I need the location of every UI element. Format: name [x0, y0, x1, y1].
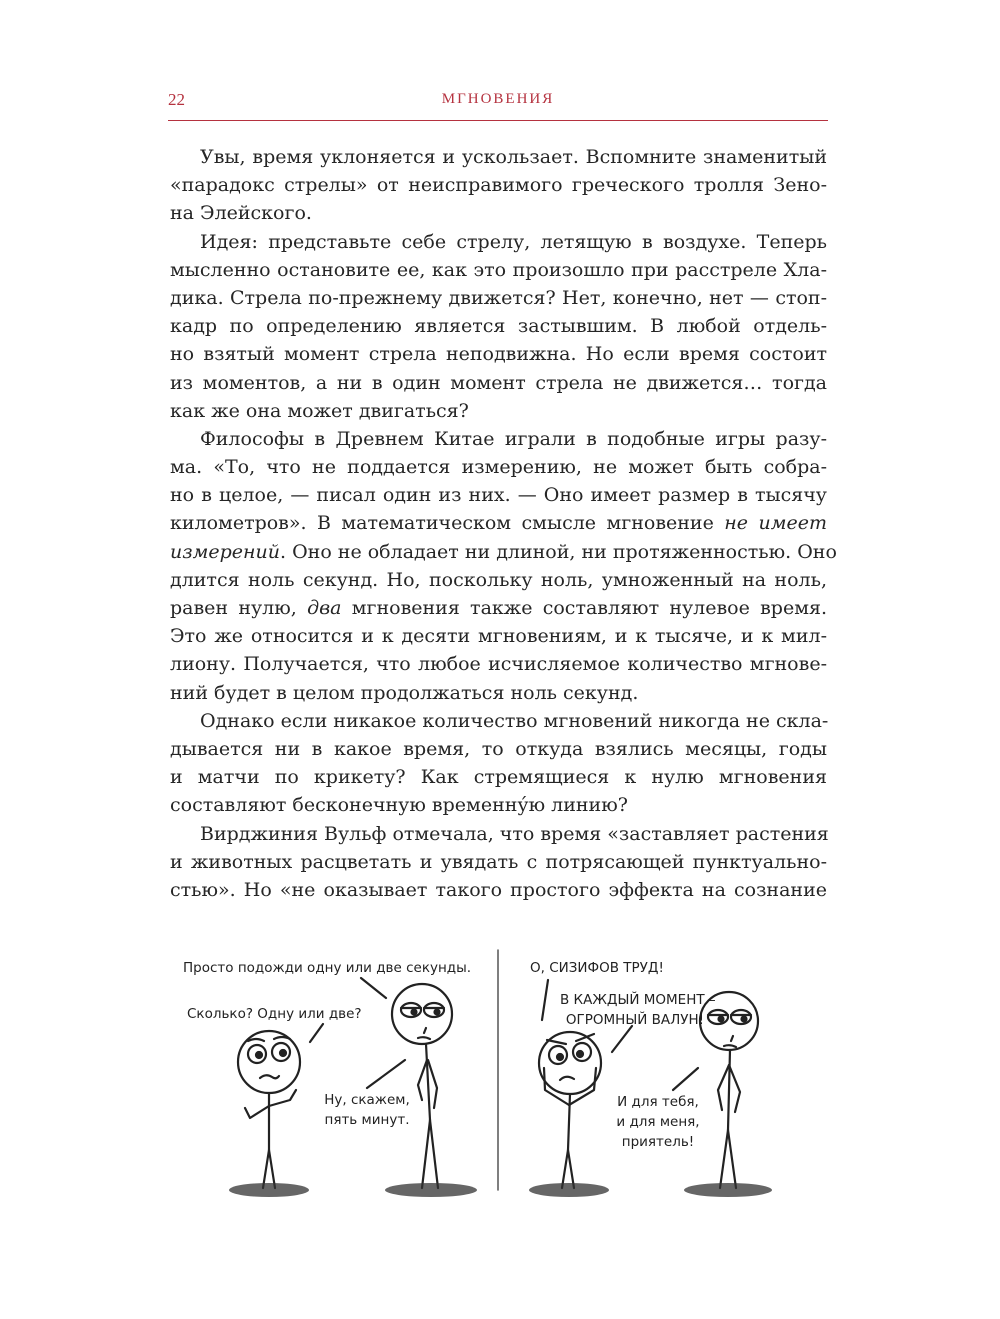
text-line: но взятый момент стрела неподвижна. Но если время состоит [170, 343, 827, 366]
stick-figure-small [238, 1031, 300, 1188]
text-line: и матчи по крикету? Как стремящиеся к нулю мгновения [170, 766, 827, 789]
bubble-line: ОГРОМНЫЙ ВАЛУН! [565, 1012, 705, 1028]
speech-bubble [612, 1092, 704, 1152]
bubble-line: пять минут. [324, 1112, 410, 1128]
text-line: Увы, время уклоняется и ускользает. Вспомните знаменитый [200, 146, 827, 168]
text-line [170, 594, 827, 622]
text-line: но в целое, — писал один из них. — Оно имеет размер в тысячу [170, 484, 827, 507]
bubble-line: И для тебя, [617, 1094, 699, 1110]
bubble-line: Ну, скажем, [324, 1092, 410, 1108]
text-run: равен нулю, [170, 597, 308, 619]
speech-pointer [542, 980, 548, 1020]
text-run: мгновения также составляют нулевое время. [341, 597, 827, 619]
stick-figure-worried [539, 1032, 601, 1188]
text-line: «парадокс стрелы» от неисправимого греческого тролля Зено- [170, 174, 827, 197]
italic-run: два [307, 597, 342, 619]
speech-bubble: О, СИЗИФОВ ТРУД! [530, 960, 664, 976]
text-line: ний будет в целом продолжаться ноль секунд. [170, 681, 639, 704]
speech-pointer [367, 1060, 405, 1088]
speech-pointer [361, 978, 386, 998]
text-line [170, 538, 837, 566]
text-run: километров». В математическом смысле мгновение [170, 512, 725, 535]
text-line: мысленно остановите ее, как это произошло при расстреле Хла- [170, 258, 827, 281]
text-line: Философы в Древнем Китае играли в подобные игры разу- [200, 427, 827, 450]
text-line: из моментов, а ни в один момент стрела не движется… тогда [170, 371, 827, 394]
text-line [170, 509, 827, 537]
speech-pointer [310, 1024, 323, 1042]
text-line: как же она может двигаться? [170, 399, 469, 422]
main-text [170, 143, 837, 904]
text-line: составляют бесконечную временну́ю линию? [170, 794, 628, 817]
comic-illustration [0, 940, 1000, 1200]
speech-bubble: Просто подожди одну или две секунды. [183, 960, 472, 976]
text-line: стью». Но «не оказывает такого простого эффекта на сознание [170, 878, 827, 901]
text-line: ма. «То, что не поддается измерению, не может быть собра- [170, 456, 827, 479]
text-run: . Оно не обладает ни длиной, ни протяженностью. Оно [280, 540, 837, 563]
bubble-line: и для меня, [616, 1114, 700, 1130]
text-line: лиону. Получается, что любое исчисляемое количество мгнове- [170, 653, 827, 676]
text-line: дика. Стрела по-прежнему движется? Нет, конечно, нет — стоп- [170, 286, 827, 309]
text-line: Вирджиния Вульф отмечала, что время «заставляет растения [200, 822, 829, 845]
text-line: кадр по определению является застывшим. В любой отдель- [170, 315, 827, 338]
speech-bubble [322, 1090, 412, 1130]
text-line: на Элейского. [170, 202, 312, 225]
text-line: Однако если никакое количество мгновений никогда не скла- [200, 709, 829, 732]
page-number: 22 [168, 90, 185, 109]
text-line: дывается ни в какое время, то откуда взялись месяцы, годы [170, 737, 827, 760]
speech-bubble: Сколько? Одну или две? [187, 1006, 362, 1022]
ground-shadows [229, 1183, 772, 1197]
running-title: МГНОВЕНИЯ [441, 91, 555, 107]
running-header [168, 86, 828, 121]
italic-run: не имеет [724, 512, 828, 535]
comic-drawing [0, 940, 1000, 1200]
italic-run: измерений [170, 540, 280, 563]
speech-bubble [560, 990, 716, 1030]
text-line: длится ноль секунд. Но, поскольку ноль, умноженный на ноль, [170, 568, 827, 591]
stick-figure-tall [392, 984, 452, 1188]
text-line: Идея: представьте себе стрелу, летящую в воздухе. Теперь [200, 230, 827, 253]
text-line: Это же относится и к десяти мгновениям, и к тысяче, и к мил- [170, 625, 827, 648]
speech-pointer [673, 1068, 698, 1090]
bubble-line: приятель! [621, 1134, 695, 1150]
bubble-line: В КАЖДЫЙ МОМЕНТ – [560, 992, 716, 1008]
text-line: и животных расцветать и увядать с потрясающей пунктуально- [170, 850, 827, 873]
